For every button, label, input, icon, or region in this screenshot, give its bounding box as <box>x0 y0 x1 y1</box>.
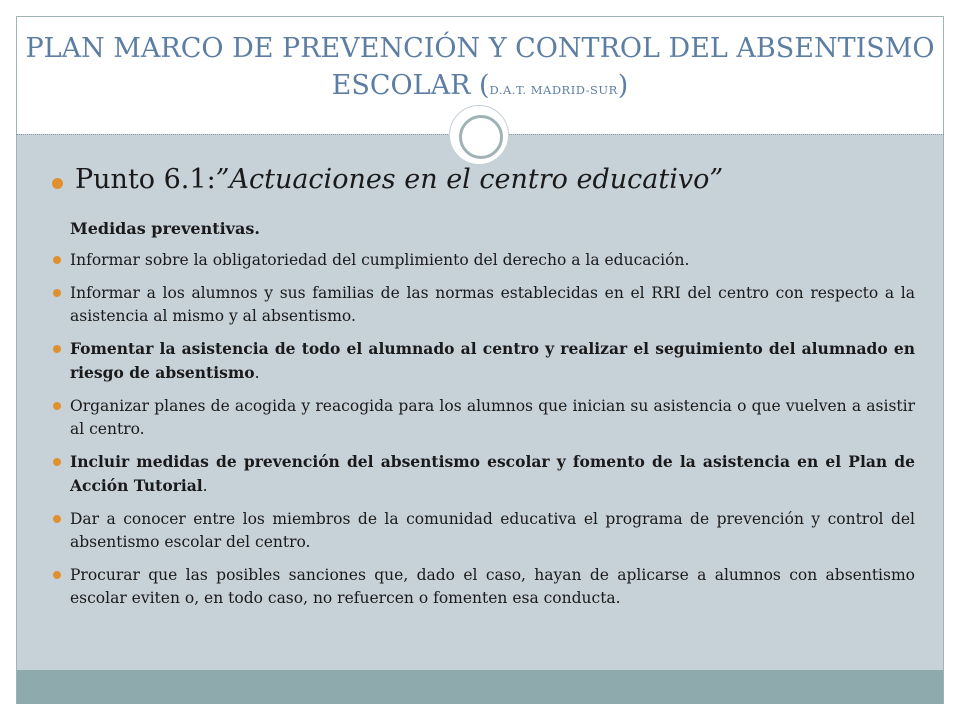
bullet-icon <box>53 458 61 466</box>
list-item <box>52 563 915 610</box>
bullet-icon <box>53 402 61 410</box>
list-item-text: Dar a conocer entre los miembros de la comunidad educativa el programa de prevención y control del absentismo escolar del centro. <box>70 510 915 551</box>
slide-title <box>16 16 944 109</box>
bullet-icon <box>53 289 61 297</box>
main-point-text <box>75 164 723 195</box>
list-item-text: Informar sobre la obligatoriedad del cumplimiento del derecho a la educación. <box>70 251 690 269</box>
list-item <box>52 281 915 328</box>
title-main: PLAN MARCO DE PREVENCIÓN Y CONTROL DEL ABSENTISMO ESCOLAR ( <box>25 33 935 101</box>
bullet-icon <box>53 345 61 353</box>
list-item <box>52 337 915 385</box>
point-lead: Punto 6.1: <box>75 164 216 195</box>
footer-bar <box>17 670 943 704</box>
bullet-icon <box>53 256 61 264</box>
title-close: ) <box>617 70 629 101</box>
bullet-icon <box>53 515 61 523</box>
list-item <box>52 394 915 441</box>
list-item-bold: Fomentar la asistencia de todo el alumnado al centro y realizar el seguimiento del alumnado en riesgo de absentismo <box>70 339 915 382</box>
point-italic: ”Actuaciones en el centro educativo” <box>215 164 724 195</box>
list-item <box>52 248 915 272</box>
list-item-text: Informar a los alumnos y sus familias de las normas establecidas en el RRI del centro con respecto a la asistencia al mismo y al absentismo. <box>70 284 915 325</box>
decorative-circle-icon <box>449 105 509 165</box>
bullet-icon <box>53 571 61 579</box>
list-item <box>52 450 915 498</box>
list-item <box>52 507 915 554</box>
list-item-text: Organizar planes de acogida y reacogida para los alumnos que inician su asistencia o que vuelven a asistir al centro. <box>70 397 915 438</box>
list-item-bold: Incluir medidas de prevención del absentismo escolar y fomento de la asistencia en el Plan de Acción Tutorial <box>70 452 915 495</box>
list-item-text: Procurar que las posibles sanciones que, dado el caso, hayan de aplicarse a alumnos con absentismo escolar eviten o, en todo caso, no refuercen o fomenten esa conducta. <box>70 566 915 607</box>
measures-list <box>52 248 915 619</box>
subheading: Medidas preventivas. <box>70 219 260 238</box>
bullet-icon <box>52 178 63 189</box>
list-item-text: . <box>202 477 208 495</box>
list-item-text: . <box>254 364 260 382</box>
title-small: D.A.T. MADRID-SUR <box>489 83 618 97</box>
